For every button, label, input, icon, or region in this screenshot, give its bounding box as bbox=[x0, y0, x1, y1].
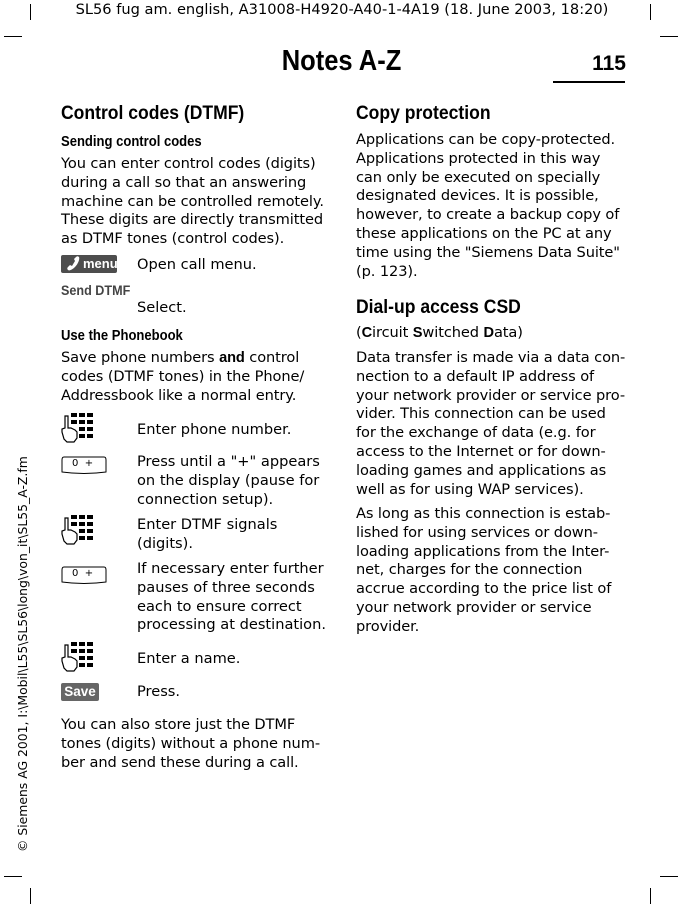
text-line: as DTMF tones (control codes). bbox=[61, 230, 285, 248]
text-run: Save phone numbers bbox=[61, 349, 220, 366]
text-line: You can enter control codes (digits) bbox=[61, 155, 316, 172]
text-line: Applications can be copy-protected. bbox=[356, 131, 616, 148]
dialup-acronym bbox=[356, 324, 523, 343]
page-number: 115 bbox=[592, 52, 626, 75]
keypad-with-hand-icon bbox=[61, 514, 95, 546]
text-line: loading applications from the Inter- bbox=[356, 542, 610, 560]
step-press bbox=[137, 683, 180, 702]
crop-mark bbox=[4, 876, 22, 877]
text-line: Data transfer is made via a data con- bbox=[356, 349, 626, 366]
step-further-pauses bbox=[137, 560, 326, 635]
zero-plus-key-label: 0 + bbox=[72, 568, 94, 579]
text-line: connection setup). bbox=[137, 490, 274, 508]
text-line: for the exchange of data (e.g. for bbox=[356, 424, 596, 442]
text-line: can only be executed on specially bbox=[356, 168, 601, 186]
text-line: on the display (pause for bbox=[137, 471, 320, 489]
text-line: Enter phone number. bbox=[137, 421, 292, 438]
text-line: vider. This connection can be used bbox=[356, 405, 606, 423]
acronym-letter: S bbox=[412, 325, 423, 341]
text-line: lished for using services or down- bbox=[356, 523, 598, 541]
crop-mark bbox=[4, 36, 22, 37]
phonebook-intro bbox=[61, 349, 304, 405]
title-rule bbox=[553, 81, 625, 83]
text-line: your network provider or service pro- bbox=[356, 386, 625, 404]
text-line: processing at destination. bbox=[137, 616, 326, 634]
crop-mark bbox=[30, 888, 31, 904]
text-line: You can also store just the DTMF bbox=[61, 716, 296, 733]
crop-mark bbox=[650, 4, 651, 20]
subheading-phonebook: Use the Phonebook bbox=[61, 328, 183, 344]
text-line: codes (DTMF tones) in the Phone/ bbox=[61, 367, 305, 385]
step-select bbox=[137, 299, 187, 318]
text-line: ber and send these during a call. bbox=[61, 753, 299, 771]
keypad-with-hand-icon bbox=[61, 412, 95, 444]
save-softkey: Save bbox=[61, 683, 99, 701]
menu-softkey bbox=[61, 255, 117, 273]
phonebook-closing bbox=[61, 716, 320, 772]
text-line: your network provider or service bbox=[356, 598, 592, 616]
zero-plus-key-icon bbox=[61, 565, 107, 585]
text-line: Press until a "+" appears bbox=[137, 453, 320, 470]
text-line: Open call menu. bbox=[137, 256, 257, 273]
copyright-sidebar: © Siemens AG 2001, I:\Mobil\L55\SL56\long\von_it\SL55_A-Z.fm bbox=[15, 456, 30, 852]
subheading-sending: Sending control codes bbox=[61, 134, 202, 150]
text-line: (digits). bbox=[137, 534, 193, 552]
text-line: time using the "Siemens Data Suite" bbox=[356, 243, 620, 261]
text-line: Press. bbox=[137, 683, 181, 700]
text-line: these applications on the PC at any bbox=[356, 224, 612, 242]
text-line: each to ensure correct bbox=[137, 597, 302, 615]
text-line: As long as this connection is estab- bbox=[356, 505, 611, 522]
section-heading-dtmf: Control codes (DTMF) bbox=[61, 102, 245, 124]
text-line: machine can be controlled remotely. bbox=[61, 192, 324, 210]
sending-intro bbox=[61, 155, 324, 249]
crop-mark bbox=[30, 4, 31, 20]
section-heading-copy-protection: Copy protection bbox=[356, 102, 491, 124]
step-enter-phone-number bbox=[137, 421, 291, 440]
text-line: tones (digits) without a phone num- bbox=[61, 734, 320, 752]
text-run: ata) bbox=[493, 324, 523, 341]
text-line: Addressbook like a normal entry. bbox=[61, 386, 297, 404]
text-line: loading games and applications as bbox=[356, 461, 607, 479]
zero-plus-key-icon bbox=[61, 455, 107, 475]
crop-mark bbox=[660, 36, 678, 37]
copy-protection-text bbox=[356, 131, 620, 281]
text-line: during a call so that an answering bbox=[61, 173, 307, 191]
text-line: however, to create a backup copy of bbox=[356, 206, 620, 224]
section-heading-dialup: Dial-up access CSD bbox=[356, 296, 521, 318]
phone-handset-icon bbox=[65, 256, 81, 272]
step-press-until-plus bbox=[137, 453, 320, 509]
text-line: access to the Internet or for down- bbox=[356, 442, 606, 460]
text-run: witched bbox=[422, 324, 484, 341]
menu-softkey-label: menu bbox=[83, 256, 118, 271]
dialup-paragraph-1 bbox=[356, 349, 625, 499]
text-run: ( bbox=[356, 324, 362, 341]
text-line: Enter DTMF signals bbox=[137, 516, 278, 533]
step-enter-name bbox=[137, 650, 240, 669]
text-run: ircuit bbox=[372, 324, 413, 341]
text-line: accrue according to the price list of bbox=[356, 580, 612, 598]
send-dtmf-label: Send DTMF bbox=[61, 282, 131, 298]
text-line: If necessary enter further bbox=[137, 560, 324, 577]
crop-mark bbox=[660, 876, 678, 877]
keypad-with-hand-icon bbox=[61, 641, 95, 673]
text-line: well as for using WAP services). bbox=[356, 480, 584, 498]
dialup-paragraph-2 bbox=[356, 505, 611, 637]
zero-plus-key-label: 0 + bbox=[72, 458, 94, 469]
text-line: nection to a default IP address of bbox=[356, 367, 595, 385]
step-open-call-menu bbox=[137, 256, 257, 275]
running-head: SL56 fug am. english, A31008-H4920-A40-1-4A19 (18. June 2003, 18:20) bbox=[75, 1, 609, 18]
text-line bbox=[356, 324, 523, 343]
text-line: (p. 123). bbox=[356, 262, 418, 280]
text-line: provider. bbox=[356, 617, 420, 635]
text-line: These digits are directly transmitted bbox=[61, 211, 324, 229]
crop-mark bbox=[650, 888, 651, 904]
step-enter-dtmf-signals bbox=[137, 516, 277, 554]
page-title: Notes A-Z bbox=[281, 45, 402, 77]
text-line: Enter a name. bbox=[137, 650, 241, 667]
text-line bbox=[61, 349, 304, 368]
emphasis-and: and bbox=[219, 350, 245, 366]
text-line: designated devices. It is possible, bbox=[356, 187, 599, 205]
acronym-letter: D bbox=[483, 325, 494, 341]
text-line: net, charges for the connection bbox=[356, 561, 583, 579]
text-line: pauses of three seconds bbox=[137, 578, 315, 596]
acronym-letter: C bbox=[361, 325, 373, 341]
text-run: control bbox=[244, 349, 300, 366]
text-line: Applications protected in this way bbox=[356, 149, 601, 167]
text-line: Select. bbox=[137, 299, 187, 316]
